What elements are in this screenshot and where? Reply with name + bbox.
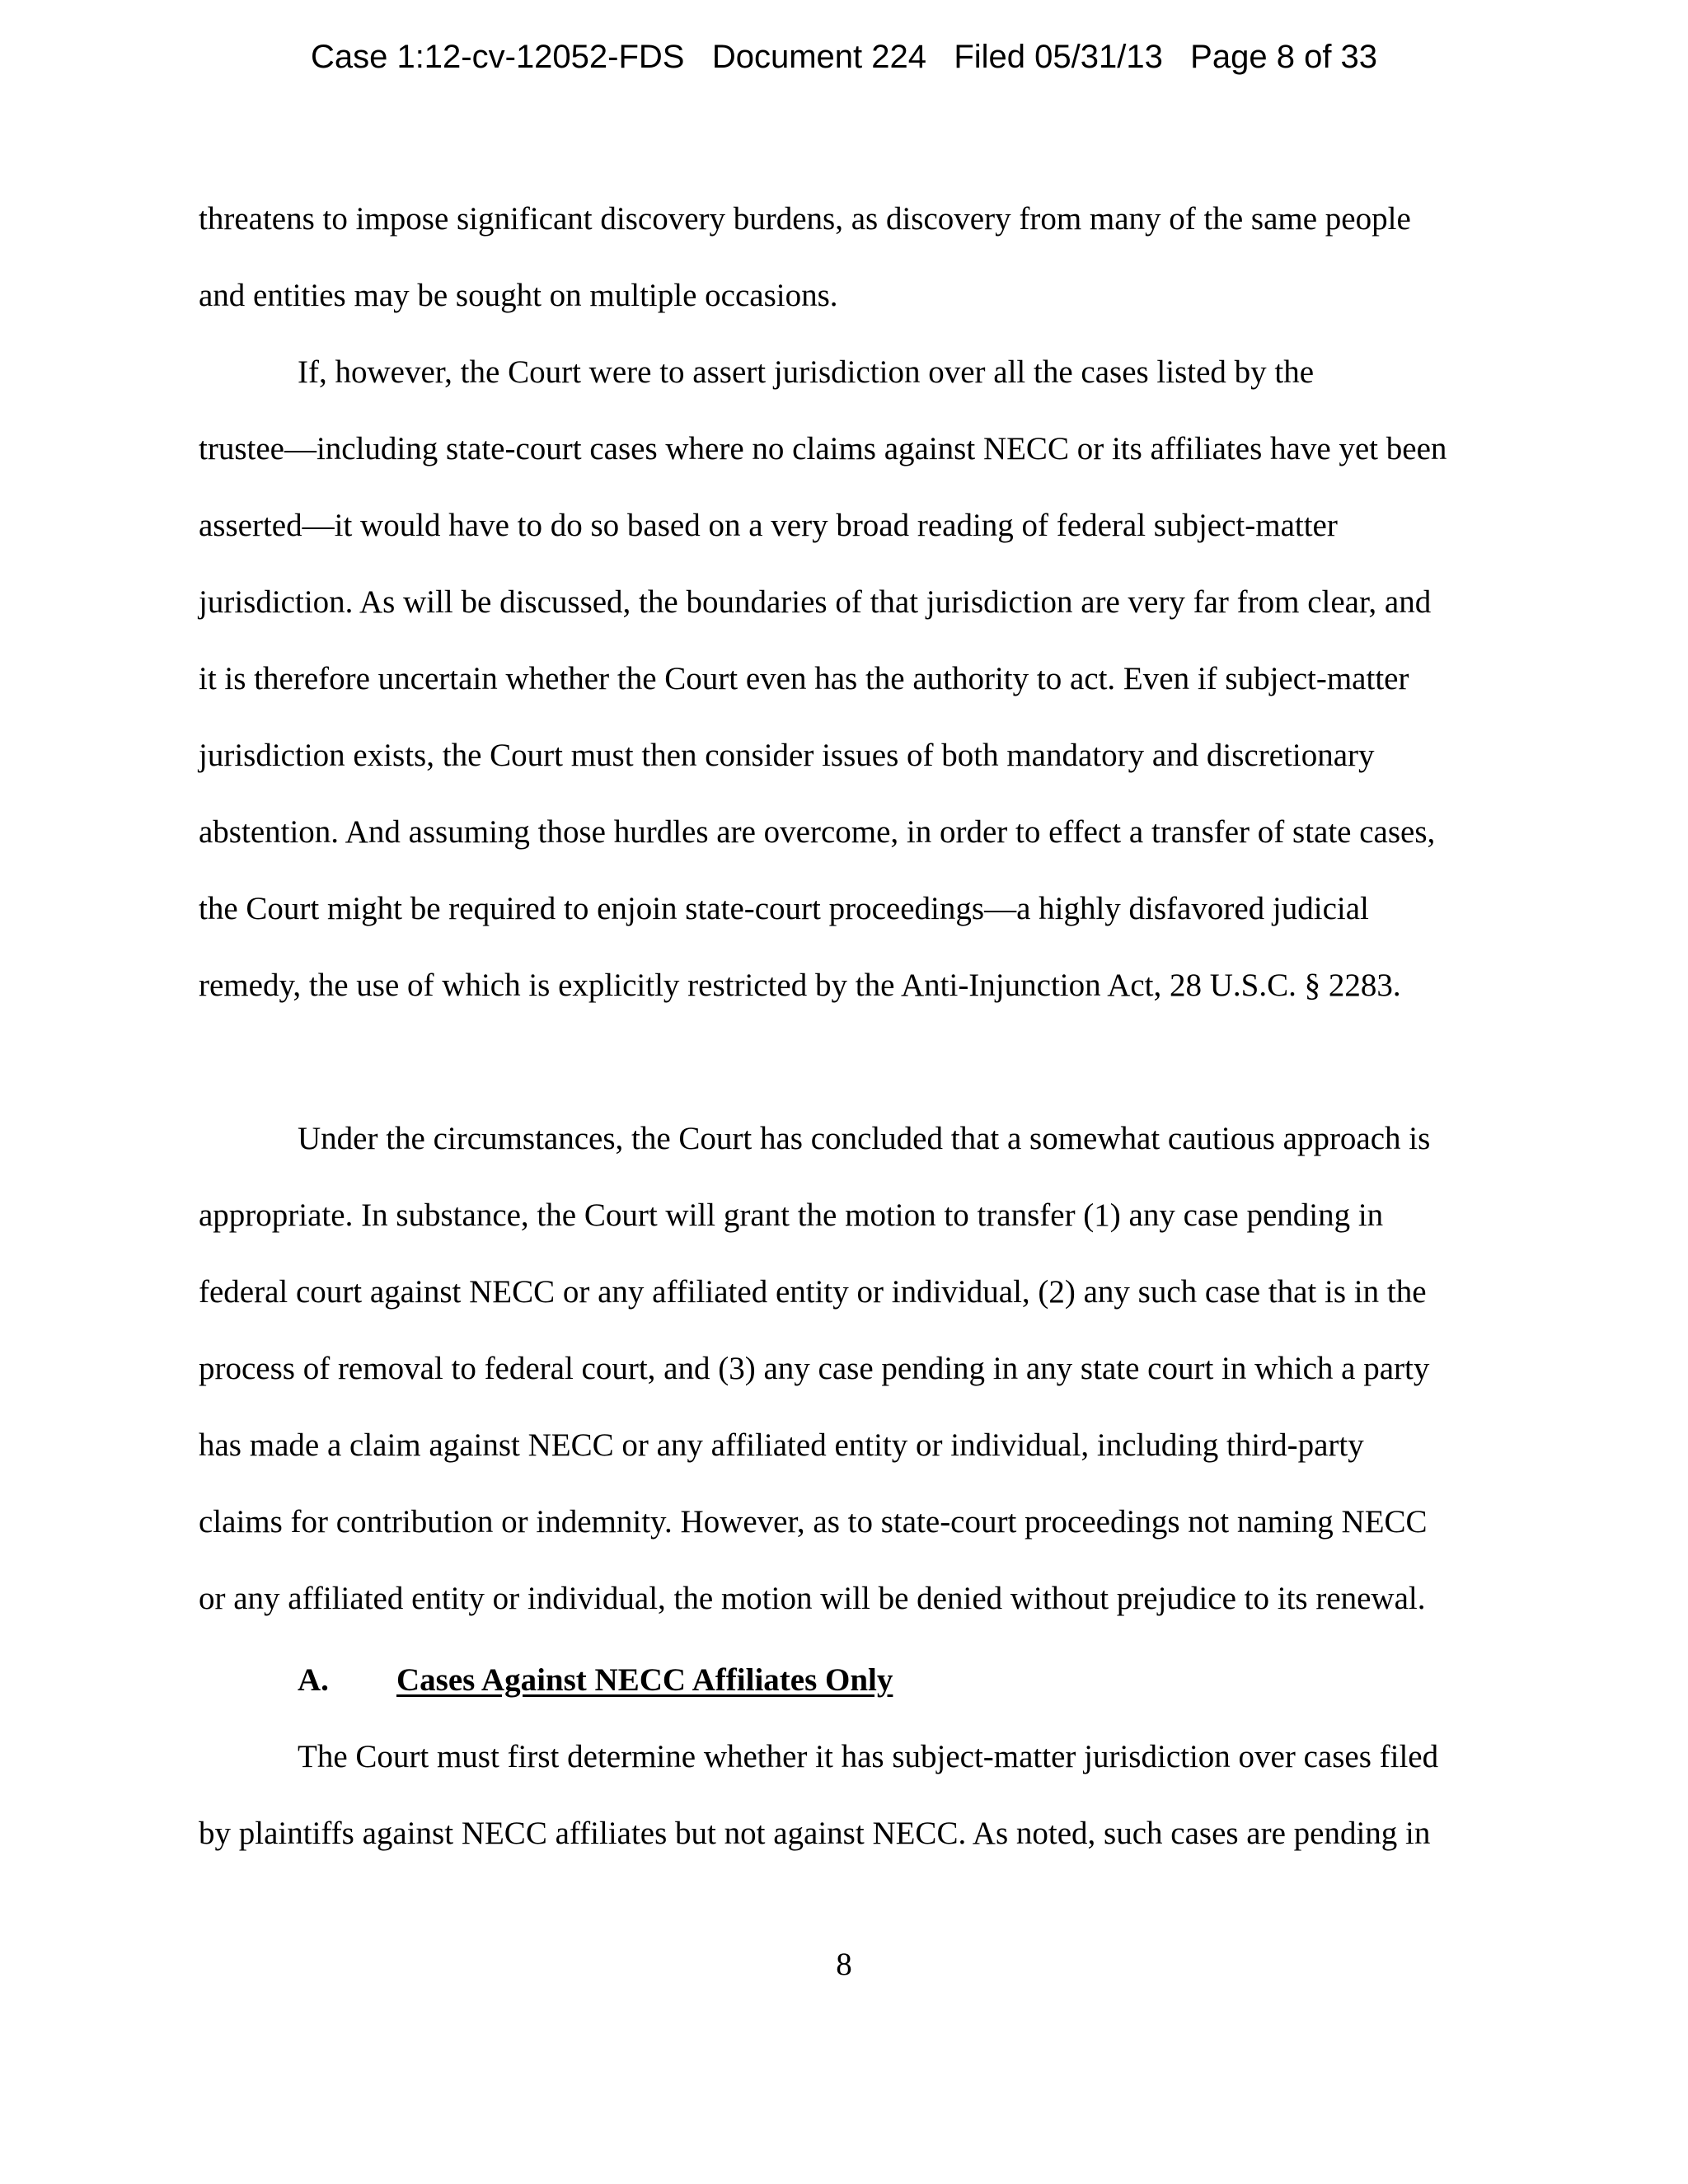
paragraph-2-line-2: trustee—including state-court cases where no claims against NECC or its affiliates have yet been [199,431,1447,466]
paragraph-4-line-2: by plaintiffs against NECC affiliates but not against NECC. As noted, such cases are pending in [199,1816,1431,1851]
case-header: Case 1:12-cv-12052-FDS Document 224 Filed 05/31/13 Page 8 of 33 [310,39,1378,75]
paragraph-3-line-3: federal court against NECC or any affiliated entity or individual, (2) any such case that is in the [199,1274,1427,1310]
paragraph-2-line-1: If, however, the Court were to assert jurisdiction over all the cases listed by the [298,354,1315,390]
paragraph-4-line-1: The Court must first determine whether it has subject-matter jurisdiction over cases filed [298,1739,1439,1774]
section-heading-number: A. [298,1662,329,1698]
paragraph-2-line-3: asserted—it would have to do so based on a very broad reading of federal subject-matter [199,508,1338,543]
paragraph-3-line-7: or any affiliated entity or individual, the motion will be denied without prejudice to its renewal. [199,1581,1426,1616]
page-number: 8 [836,1947,852,1982]
paragraph-3-line-2: appropriate. In substance, the Court will grant the motion to transfer (1) any case pending in [199,1197,1384,1233]
paragraph-3-line-5: has made a claim against NECC or any affiliated entity or individual, including third-party [199,1427,1364,1463]
paragraph-3-line-4: process of removal to federal court, and (3) any case pending in any state court in which a party [199,1351,1430,1386]
paragraph-2-line-8: the Court might be required to enjoin state-court proceedings—a highly disfavored judicial [199,891,1369,926]
paragraph-3-line-6: claims for contribution or indemnity. However, as to state-court proceedings not naming NECC [199,1504,1428,1540]
paragraph-1-line-1: threatens to impose significant discovery burdens, as discovery from many of the same people [199,201,1411,237]
paragraph-2-line-6: jurisdiction exists, the Court must then consider issues of both mandatory and discretionary [199,738,1375,773]
paragraph-2-line-4: jurisdiction. As will be discussed, the boundaries of that jurisdiction are very far from clear, and [199,584,1432,620]
paragraph-3-line-1: Under the circumstances, the Court has concluded that a somewhat cautious approach is [298,1121,1431,1156]
paragraph-2-line-7: abstention. And assuming those hurdles are overcome, in order to effect a transfer of state cases, [199,814,1436,850]
paragraph-2-line-9: remedy, the use of which is explicitly restricted by the Anti-Injunction Act, 28 U.S.C. § 2283. [199,968,1401,1003]
paragraph-2-line-5: it is therefore uncertain whether the Court even has the authority to act. Even if subject-matter [199,661,1409,696]
section-heading [298,1642,893,1718]
paragraph-1-line-2: and entities may be sought on multiple occasions. [199,278,838,313]
section-heading-title: Cases Against NECC Affiliates Only [396,1662,893,1698]
